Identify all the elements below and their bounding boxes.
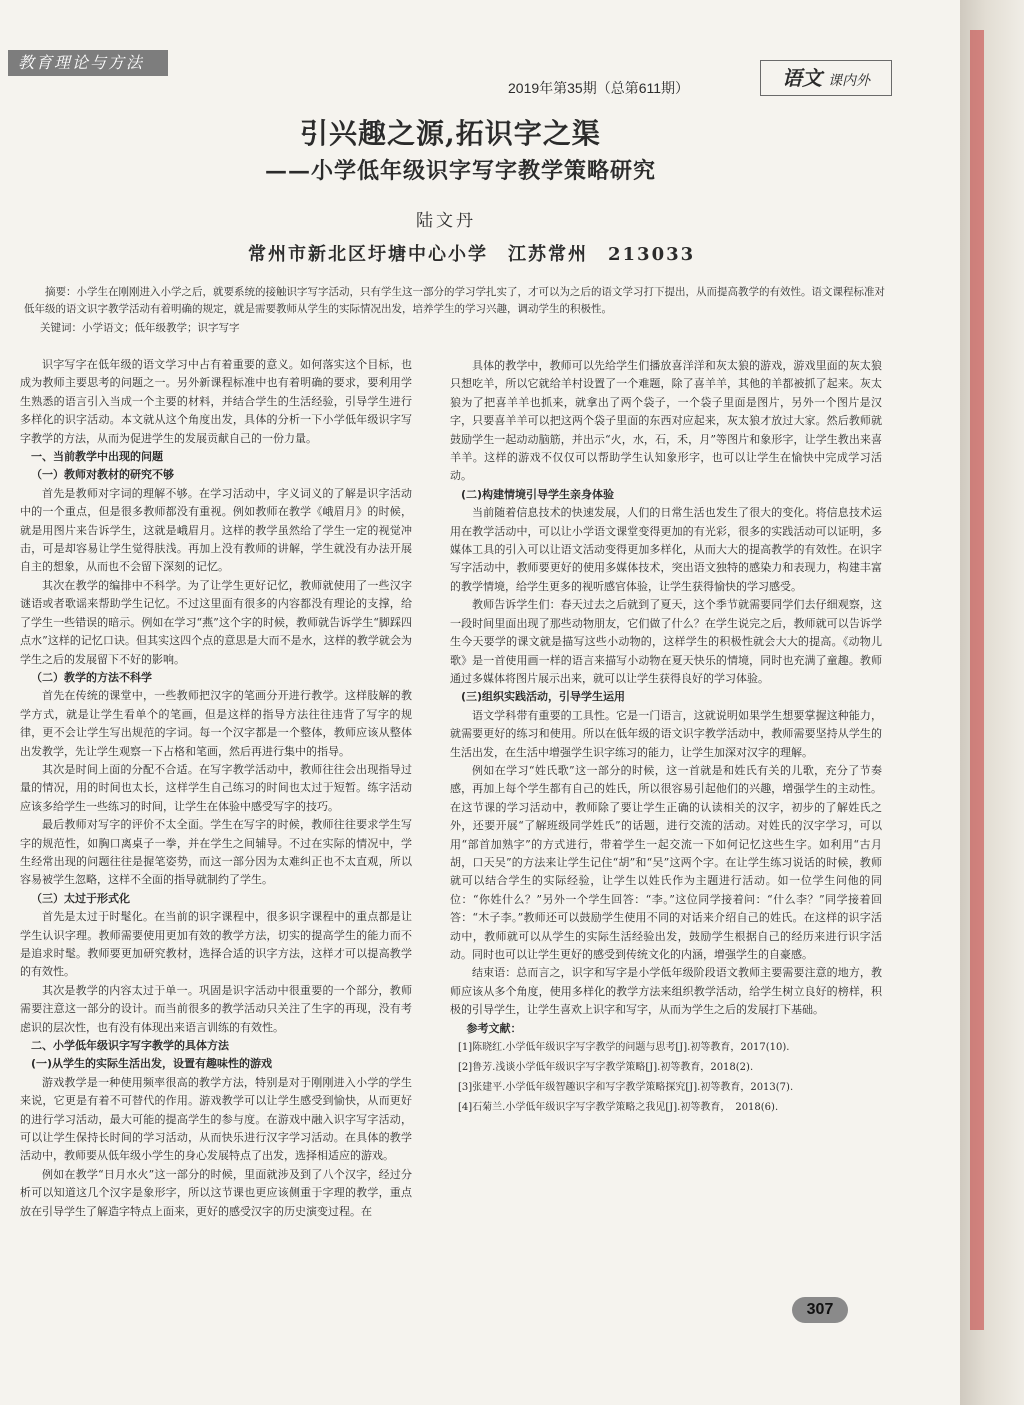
- paragraph: 例如在教学“日月水火”这一部分的时候，里面就涉及到了八个汉字，经过分析可以知道这几个汉字是象形字，所以这节课也更应该侧重于字理的教学，重点放在引导学生了解造字特点上面来，更好的感受汉字的历史演变过程。在: [20, 1167, 412, 1218]
- paragraph: 例如在学习“姓氏歌”这一部分的时候，这一首就是和姓氏有关的儿歌，充分了节奏感，再加上每个学生都有自己的姓氏，所以很容易引起他们的兴趣，增强学生的主动性。在这节课的学习活动中，教师除了要让学生正确的认读相关的汉字，初步的了解姓氏之外，还要开展“了解班级同学姓氏”的话题，进行交流的活动。对姓氏的汉字学习，可以用“部首加熟字”的方式进行，带着学生一起交流一下如何记忆这些生字。如利用“古月胡，口天吴”的方法来让学生记住“胡”和“吴”这两个字。在让学生练习说话的时候，教师就可以结合学生的实际经验，让学生以姓氏作为主题进行活动。如一位学生问他的同位：“你姓什么？”另外一个学生回答：“李。”这位同学接着问：“什么李？”同学接着回答：“木子李。”教师还可以鼓励学生使用不同的对话来介绍自己的姓氏。在这样的识字活动中，教师就可以从学生的实际生活经验出发，鼓励学生根据自己的经历来进行识字活动。同时也可以让学生更好的感受到传统文化的内涵，增强学生的自豪感。: [450, 763, 882, 961]
- paragraph: 教师告诉学生们：春天过去之后就到了夏天，这个季节就需要同学们去仔细观察，这一段时间里面出现了那些动物朋友，它们做了什么？在学生说完之后，教师就可以告诉学生今天要学的课文就是描写这些小动物的，这样学生的积极性就会大大的提高。《动物儿歌》是一首使用画一样的语言来描写小动物在夏天快乐的情境，同时也充满了童趣。教师通过多媒体将图片展示出来，就可以让学生获得良好的学习体验。: [450, 598, 882, 685]
- section-header: 教育理论与方法: [8, 50, 168, 76]
- journal-name: 语文: [782, 66, 822, 90]
- paragraph: 游戏教学是一种使用频率很高的教学方法，特别是对于刚刚进入小学的学生来说，它更是有着不可替代的作用。游戏教学可以让学生感受到愉快，从而更好的进行学习活动，最大可能的提高学生的参与度。在游戏中融入识字写字活动，可以让学生保持长时间的学习活动，从而快乐进行汉字学习活动。在具体的教学活动中，教师要从低年级小学生的身心发展特点了出发，选择相适应的游戏。: [20, 1075, 412, 1163]
- journal-sub: 课内外: [828, 73, 870, 89]
- section-heading: （三）太过于形式化: [31, 891, 130, 905]
- paragraph: 首先是太过于时髦化。在当前的识字课程中，很多识字课程中的重点都是让学生认识字理。教师需要使用更加有效的教学方法，切实的提高学生的能力而不是追求时髦。教师要更加研究教材，选择合适的识字方法，这样才可以提高教学的有效性。: [20, 910, 412, 979]
- keywords: 关键词：小学语文；低年级教学；识字写字: [40, 322, 240, 334]
- section-heading: 一、当前教学中出现的问题: [31, 450, 163, 464]
- paragraph: 识字写字在低年级的语文学习中占有着重要的意义。如何落实这个目标，也成为教师主要思考的问题之一。另外新课程标准中也有着明确的要求，要利用学生熟悉的语言引入当成一个主要的材料，并结合学生的生活经验，引导学生进行多样化的识字活动。本文就从这个角度出发，具体的分析一下小学低年级识字写字教学的方法，从而为促进学生的发展贡献自己的一份力量。: [20, 358, 412, 445]
- affiliation: 常州市新北区圩塘中心小学 江苏常州 213033: [248, 244, 696, 265]
- paragraph: 首先在传统的课堂中，一些教师把汉字的笔画分开进行教学。这样肢解的教学方式，就是让学生看单个的笔画，但是这样的指导方法往往违背了写字的规律，更不会让学生写出规范的字词。每一个汉字都是一个整体，教师应该从整体出发教学，先让学生观察一下占格和笔画，然后再进行集中的指导。: [20, 689, 412, 758]
- journal-logo: [760, 60, 892, 96]
- article-subtitle: ——小学低年级识字写字教学策略研究: [265, 158, 657, 184]
- section-heading: （一）教师对教材的研究不够: [31, 468, 174, 482]
- section-heading: 二、小学低年级识字写字教学的具体方法: [31, 1039, 229, 1053]
- paragraph: 其次在教学的编排中不科学。为了让学生更好记忆，教师就使用了一些汉字谜语或者歌谣来帮助学生记忆。不过这里面有很多的内容都没有理论的支撑，给了学生一些错误的暗示。例如在学习“燕”这个字的时候，教师就告诉学生“脚踩四点水”这样的记忆口诀。但其实这四个点的意思是大而不是水，这样的教学就会为学生之后的发展留下不好的影响。: [20, 578, 412, 666]
- page-edge: [960, 0, 1024, 1405]
- issue-info: 2019年第35期（总第611期）: [508, 80, 690, 96]
- article-title: 引兴趣之源,拓识字之渠: [300, 117, 601, 150]
- reference-item: [2]鲁芳.浅谈小学低年级识字写字教学策略[J].初等教育，2018(2).: [458, 1062, 754, 1074]
- references-heading: 参考文献：: [466, 1021, 522, 1035]
- paragraph: 首先是教师对字词的理解不够。在学习活动中，字义词义的了解是识字活动中的一个重点，但是很多教师都没有重视。例如教师在教学《峨眉月》的时候，就是用图片来告诉学生，这就是峨眉月。这样的教学虽然给了学生一定的视觉冲击，可是却容易让学生觉得肤浅。再加上没有教师的讲解，学生就没有办法开展自主的想象，从而也不会留下深刻的记忆。: [20, 486, 412, 574]
- paragraph: 结束语：总而言之，识字和写字是小学低年级阶段语文教师主要需要注意的地方，教师应该从多个角度，使用多样化的教学方法来组织教学活动，给学生树立良好的榜样，积极的引导学生，让学生喜欢上识字和写字，从而为学生之后的发展打下基础。: [450, 966, 882, 1017]
- section-heading: (一)从学生的实际生活出发，设置有趣味性的游戏: [31, 1057, 273, 1071]
- reference-item: [3]张建平.小学低年级智趣识字和写字教学策略探究[J].初等教育，2013(7).: [458, 1082, 794, 1094]
- section-heading: (三)组织实践活动，引导学生运用: [461, 690, 626, 704]
- left-column: [20, 356, 412, 1221]
- author: 陆文丹: [416, 211, 476, 231]
- paragraph: 具体的教学中，教师可以先给学生们播放喜洋洋和灰太狼的游戏，游戏里面的灰太狼只想吃羊，所以它就给羊村设置了一个难题，除了喜羊羊，其他的羊都被抓了起来。灰太狼为了把喜羊羊也抓来，就拿出了两个袋子，一个袋子里面是图片，另外一个图片是汉字，只要喜羊羊可以把这两个袋子里面的东西对应起来，灰太狼才放过大家。然后教师就鼓励学生一起动动脑筋，并出示“火，水，石，禾，月”等图片和象形字，让学生教出来喜羊羊。这样的游戏不仅仅可以帮助学生认知象形字，也可以让学生在愉快中完成学习活动。: [450, 359, 882, 483]
- paragraph: 当前随着信息技术的快速发展，人们的日常生活也发生了很大的变化。将信息技术运用在教学活动中，可以让小学语文课堂变得更加的有光彩，很多的实践活动可以证明，多媒体工具的引入可以让语文活动变得更加多样化，从而大大的提高教学的有效性。在识字写字活动中，教师要更好的使用多媒体技术，突出语文独特的感染力和表现力，构建丰富的教学情境，给学生更多的视听感官体验，让学生获得愉快的学习感受。: [450, 506, 882, 593]
- paragraph: 其次是教学的内容太过于单一。巩固是识字活动中很重要的一个部分，教师需要注意这一部分的设计。而当前很多的教学活动只关注了生字的再现，没有考虑识的层次性，也有没有体现出来语言训练的有效性。: [20, 983, 412, 1034]
- paragraph: 语文学科带有重要的工具性。它是一门语言，这就说明如果学生想要掌握这种能力，就需要更好的练习和使用。所以在低年级的语文识字教学活动中，教师需要坚持从学生的生活出发，在生活中增强学生识字练习的能力，让学生加深对汉字的理解。: [450, 708, 882, 759]
- paragraph: 其次是时间上面的分配不合适。在写字教学活动中，教师往往会出现指导过量的情况，用的时间也太长，这样学生自己练习的时间也太过于短暂。练字活动应该多给学生一些练习的时间，让学生在体验中感受写字的技巧。: [20, 762, 412, 813]
- right-column: [450, 357, 882, 1118]
- page-number: 307: [792, 1297, 848, 1323]
- reference-item: [4]石菊兰.小学低年级识字写字教学策略之我见[J].初等教育， 2018(6).: [458, 1102, 779, 1114]
- abstract: 摘要：小学生在刚刚进入小学之后，就要系统的接触识字写字活动，只有学生这一部分的学习学扎实了，才可以为之后的语文学习打下提出，从而提高教学的有效性。语文课程标准对低年级的语文识字教学活动有着明确的规定，就是需要教师从学生的实际情况出发，培养学生的学习兴趣，调动学生的积极性。: [24, 286, 885, 315]
- paragraph: 最后教师对写字的评价不太全面。学生在写字的时候，教师往往要求学生写字的规范性，如胸口离桌子一拳，并在学生之间辅导。不过在实际的情况中，学生经常出现的问题往往是握笔姿势，而这一部分因为太难纠正也不太直观，所以容易被学生忽略，这样不全面的指导就制约了学生。: [20, 818, 412, 887]
- reference-item: [1]陈晓红.小学低年级识字写字教学的问题与思考[J].初等教育，2017(10).: [458, 1042, 790, 1054]
- section-heading: (二)构建情境引导学生亲身体验: [461, 487, 615, 501]
- section-heading: （二）教学的方法不科学: [31, 670, 152, 684]
